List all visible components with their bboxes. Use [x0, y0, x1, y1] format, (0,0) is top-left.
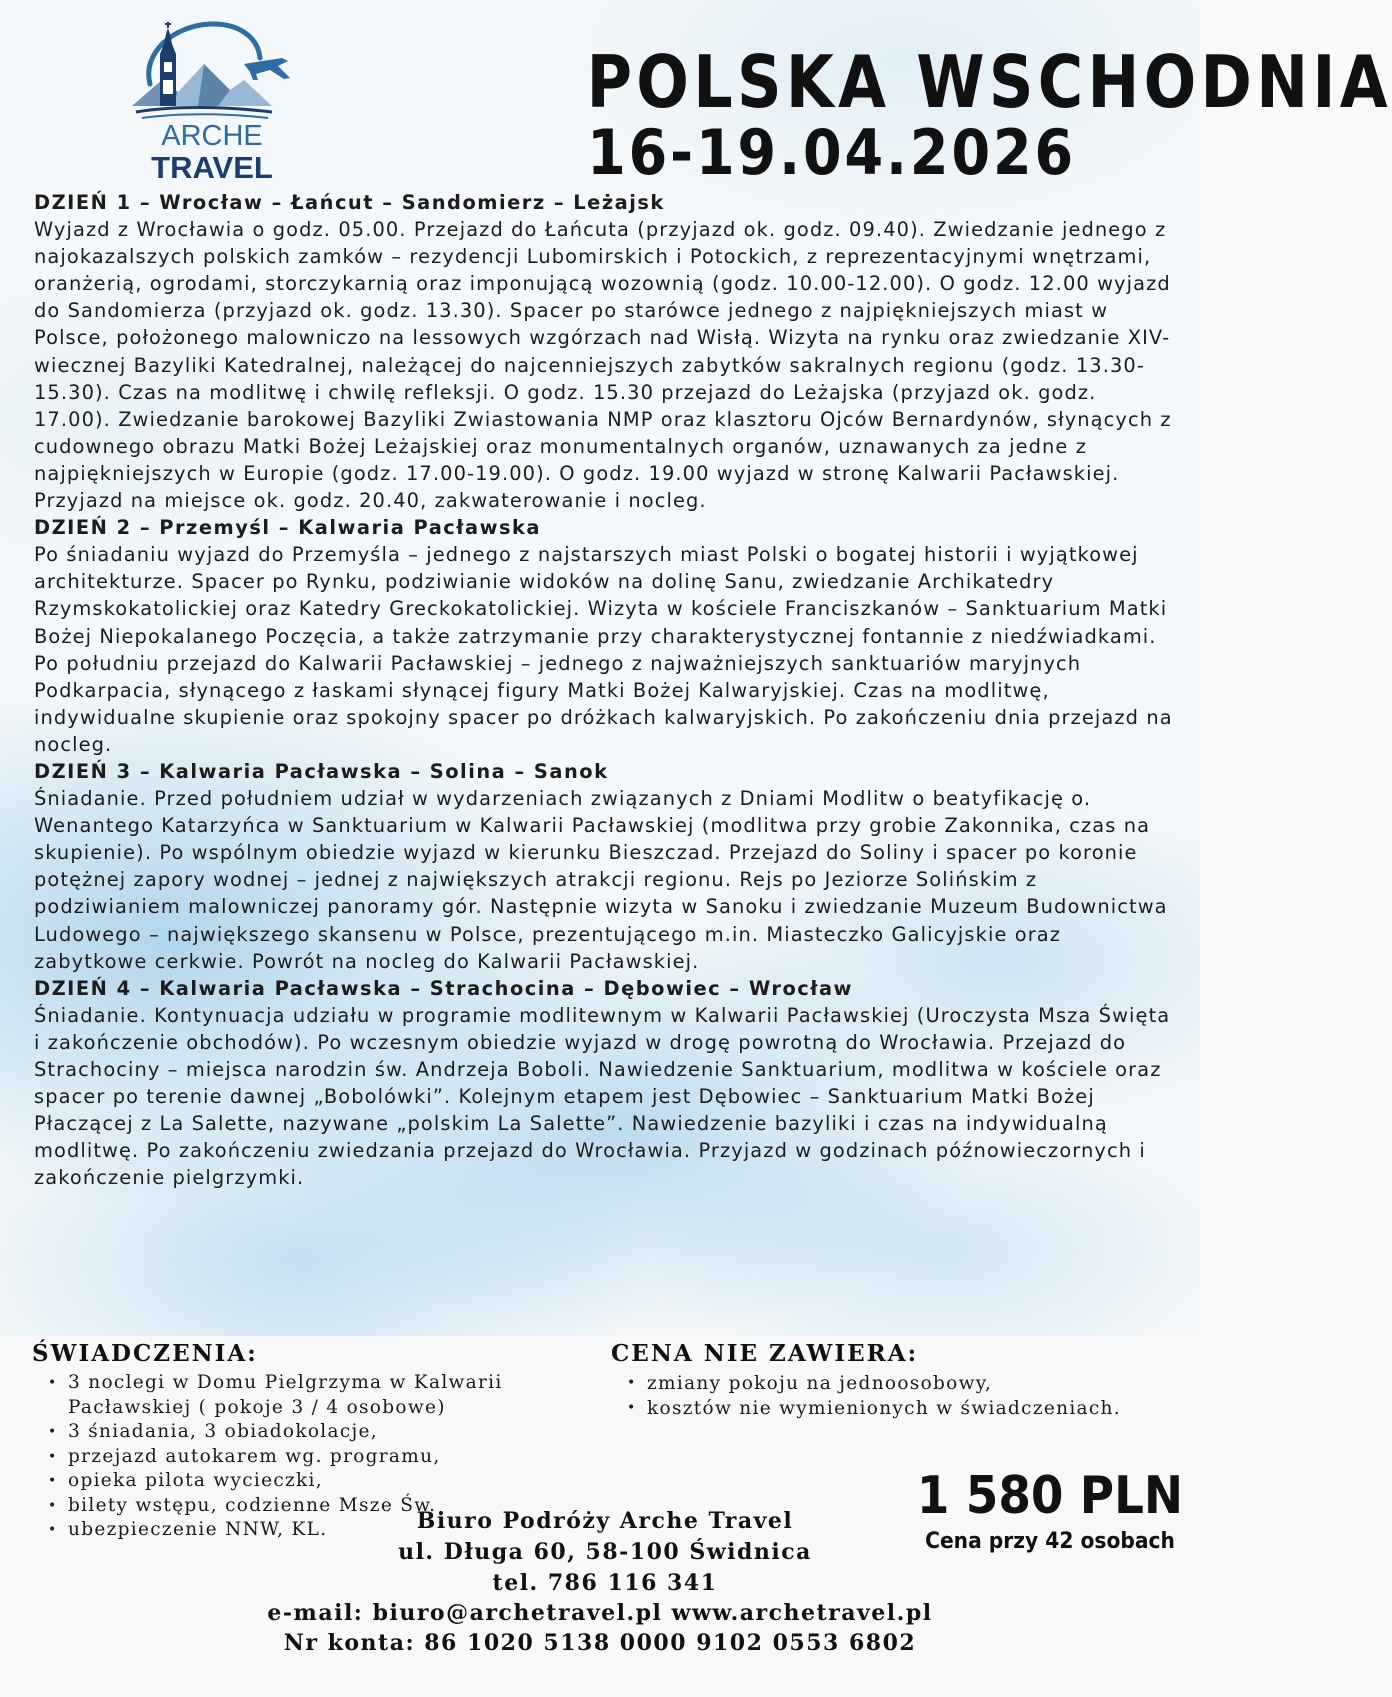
company-address: ul. Długa 60, 58-100 Świdnica: [398, 1539, 812, 1565]
day-description: Wyjazd z Wrocławia o godz. 05.00. Przejazd do Łańcuta (przyjazd ok. godz. 09.40). Zwiedzanie jednego z najokazalszych polskich zamków – rezydencji Lubomirskich i Potockich, z reprezentacyjnymi wnętrzami, oranżerią, ogrodami, storczykarnią oraz imponującą wozownią (godz. 10.00-12.00). O godz. 12.00 wyjazd do Sandomierza (przyjazd ok. godz. 13.30). Spacer po starówce jednego z najpiękniejszych miast w Polsce, położonego malowniczo na lessowych wzgórzach nad Wisłą. Wizyta na rynku oraz zwiedzanie XIV-wiecznej Bazyliki Katedralnej, należącej do najcenniejszych zabytków sakralnych regionu (godz. 13.30-15.30). Czas na modlitwę i chwilę refleksji. O godz. 15.30 przejazd do Leżajska (przyjazd ok. godz. 17.00). Zwiedzanie barokowej Bazyliki Zwiastowania NMP oraz klasztoru Ojców Bernardynów, słynących z cudownego obrazu Matki Bożej Leżajskiej oraz monumentalnych organów, uznawanych za jedne z najpiękniejszych w Europie (godz. 17.00-19.00). O godz. 19.00 wyjazd w stronę Kalwarii Pacławskiej. Przyjazd na miejsce ok. godz. 20.40, zakwaterowanie i nocleg.: [34, 218, 1172, 513]
day-section: [34, 514, 1174, 758]
logo-text-travel: TRAVEL: [151, 150, 273, 185]
logo-text-arche: ARCHE: [161, 120, 263, 152]
price-amount: 1 580 PLN: [916, 1466, 1184, 1526]
list-item: • zmiany pokoju na jednoosobowy,: [627, 1371, 1187, 1396]
price-note: Cena przy 42 osobach: [925, 1529, 1175, 1554]
list-item: • 3 noclegi w Domu Pielgrzyma w Kalwarii Pacławskiej ( pokoje 3 / 4 osobowe): [48, 1371, 588, 1420]
list-item: • 3 śniadania, 3 obiadokolacje,: [48, 1420, 588, 1445]
itinerary: [34, 189, 1174, 1191]
day-description: Śniadanie. Przed południem udział w wydarzeniach związanych z Dniami Modlitw o beatyfikację o. Wenantego Katarzyńca w Sanktuarium w Kalwarii Pacławskiej (modlitwa przy grobie Zakonnika, czas na skupienie). Po wspólnym obiedzie wyjazd w kierunku Bieszczad. Przejazd do Soliny i spacer po koronie potężnej zapory wodnej – jednej z największych atrakcji regionu. Rejs po Jeziorze Solińskim z podziwianiem malowniczej panoramy gór. Następnie wizyta w Sanoku i zwiedzanie Muzeum Budownictwa Ludowego – największego skansenu w Polsce, prezentującego m.in. Miasteczko Galicyjskie oraz zabytkowe cerkwie. Powrót na nocleg do Kalwarii Pacławskiej.: [34, 787, 1168, 973]
trip-dates: 16-19.04.2026: [587, 116, 1076, 189]
email-and-website[interactable]: e-mail: biuro@archetravel.pl www.archetravel.pl: [267, 1600, 933, 1626]
not-included-list: [627, 1371, 1187, 1421]
day-heading: DZIEŃ 1 – Wrocław – Łańcut – Sandomierz – Leżajsk: [34, 191, 665, 214]
day-section: [34, 975, 1174, 1192]
page-title: POLSKA WSCHODNIA: [586, 40, 1392, 124]
arche-travel-logo: [132, 14, 292, 185]
list-item: • kosztów nie wymienionych w świadczeniach.: [627, 1396, 1187, 1421]
company-name: Biuro Podróży Arche Travel: [416, 1508, 794, 1534]
list-item: • ubezpieczenie NNW, KL.: [48, 1518, 588, 1543]
day-description: Po śniadaniu wyjazd do Przemyśla – jednego z najstarszych miast Polski o bogatej historii i wyjątkowej architekturze. Spacer po Rynku, podziwianie widoków na dolinę Sanu, zwiedzanie Archikatedry Rzymskokatolickiej oraz Katedry Greckokatolickiej. Wizyta w kościele Franciszkanów – Sanktuarium Matki Bożej Niepokalanego Poczęcia, a także zatrzymanie przy charakterystycznej fontannie z niedźwiadkami. Po południu przejazd do Kalwarii Pacławskiej – jednego z najważniejszych sanktuariów maryjnych Podkarpacia, słynącego z łaskami słynącej figury Matki Bożej Kalwaryjskiej. Czas na modlitwę, indywidualne skupienie oraz spokojny spacer po dróżkach kalwaryjskich. Po zakończeniu dnia przejazd na nocleg.: [34, 543, 1173, 756]
day-section: [34, 758, 1174, 975]
included-services-title: ŚWIADCZENIA:: [32, 1340, 258, 1367]
list-item: • opieka pilota wycieczki,: [48, 1469, 588, 1494]
bank-account-number: Nr konta: 86 1020 5138 0000 9102 0553 6802: [283, 1630, 917, 1656]
day-heading: DZIEŃ 2 – Przemyśl – Kalwaria Pacławska: [34, 516, 542, 540]
day-heading: DZIEŃ 3 – Kalwaria Pacławska – Solina – Sanok: [34, 759, 609, 783]
list-item: • przejazd autokarem wg. programu,: [48, 1445, 588, 1470]
list-item: • bilety wstępu, codzienne Msze Św.: [48, 1494, 588, 1519]
day-section: [34, 189, 1174, 514]
company-phone[interactable]: tel. 786 116 341: [492, 1570, 718, 1596]
day-description: Śniadanie. Kontynuacja udziału w programie modlitewnym w Kalwarii Pacławskiej (Uroczysta Msza Święta i zakończenie obchodów). Po wczesnym obiedzie wyjazd w drogę powrotną do Wrocławia. Przejazd do Strachociny – miejsca narodzin św. Andrzeja Boboli. Nawiedzenie Sanktuarium, modlitwa w kościele oraz spacer po terenie dawnej „Bobolówki”. Kolejnym etapem jest Dębowiec – Sanktuarium Matki Bożej Płaczącej z La Salette, nazywane „polskim La Salette”. Nawiedzenie bazyliki i czas na indywidualną modlitwę. Po zakończeniu zwiedzania przejazd do Wrocławia. Przyjazd w godzinach późnowieczornych i zakończenie pielgrzymki.: [34, 1003, 1171, 1190]
church-mountains-airplane-logo-icon: [132, 14, 292, 124]
not-included-title: CENA NIE ZAWIERA:: [611, 1340, 919, 1367]
day-heading: DZIEŃ 4 – Kalwaria Pacławska – Strachocina – Dębowiec – Wrocław: [34, 976, 853, 1000]
